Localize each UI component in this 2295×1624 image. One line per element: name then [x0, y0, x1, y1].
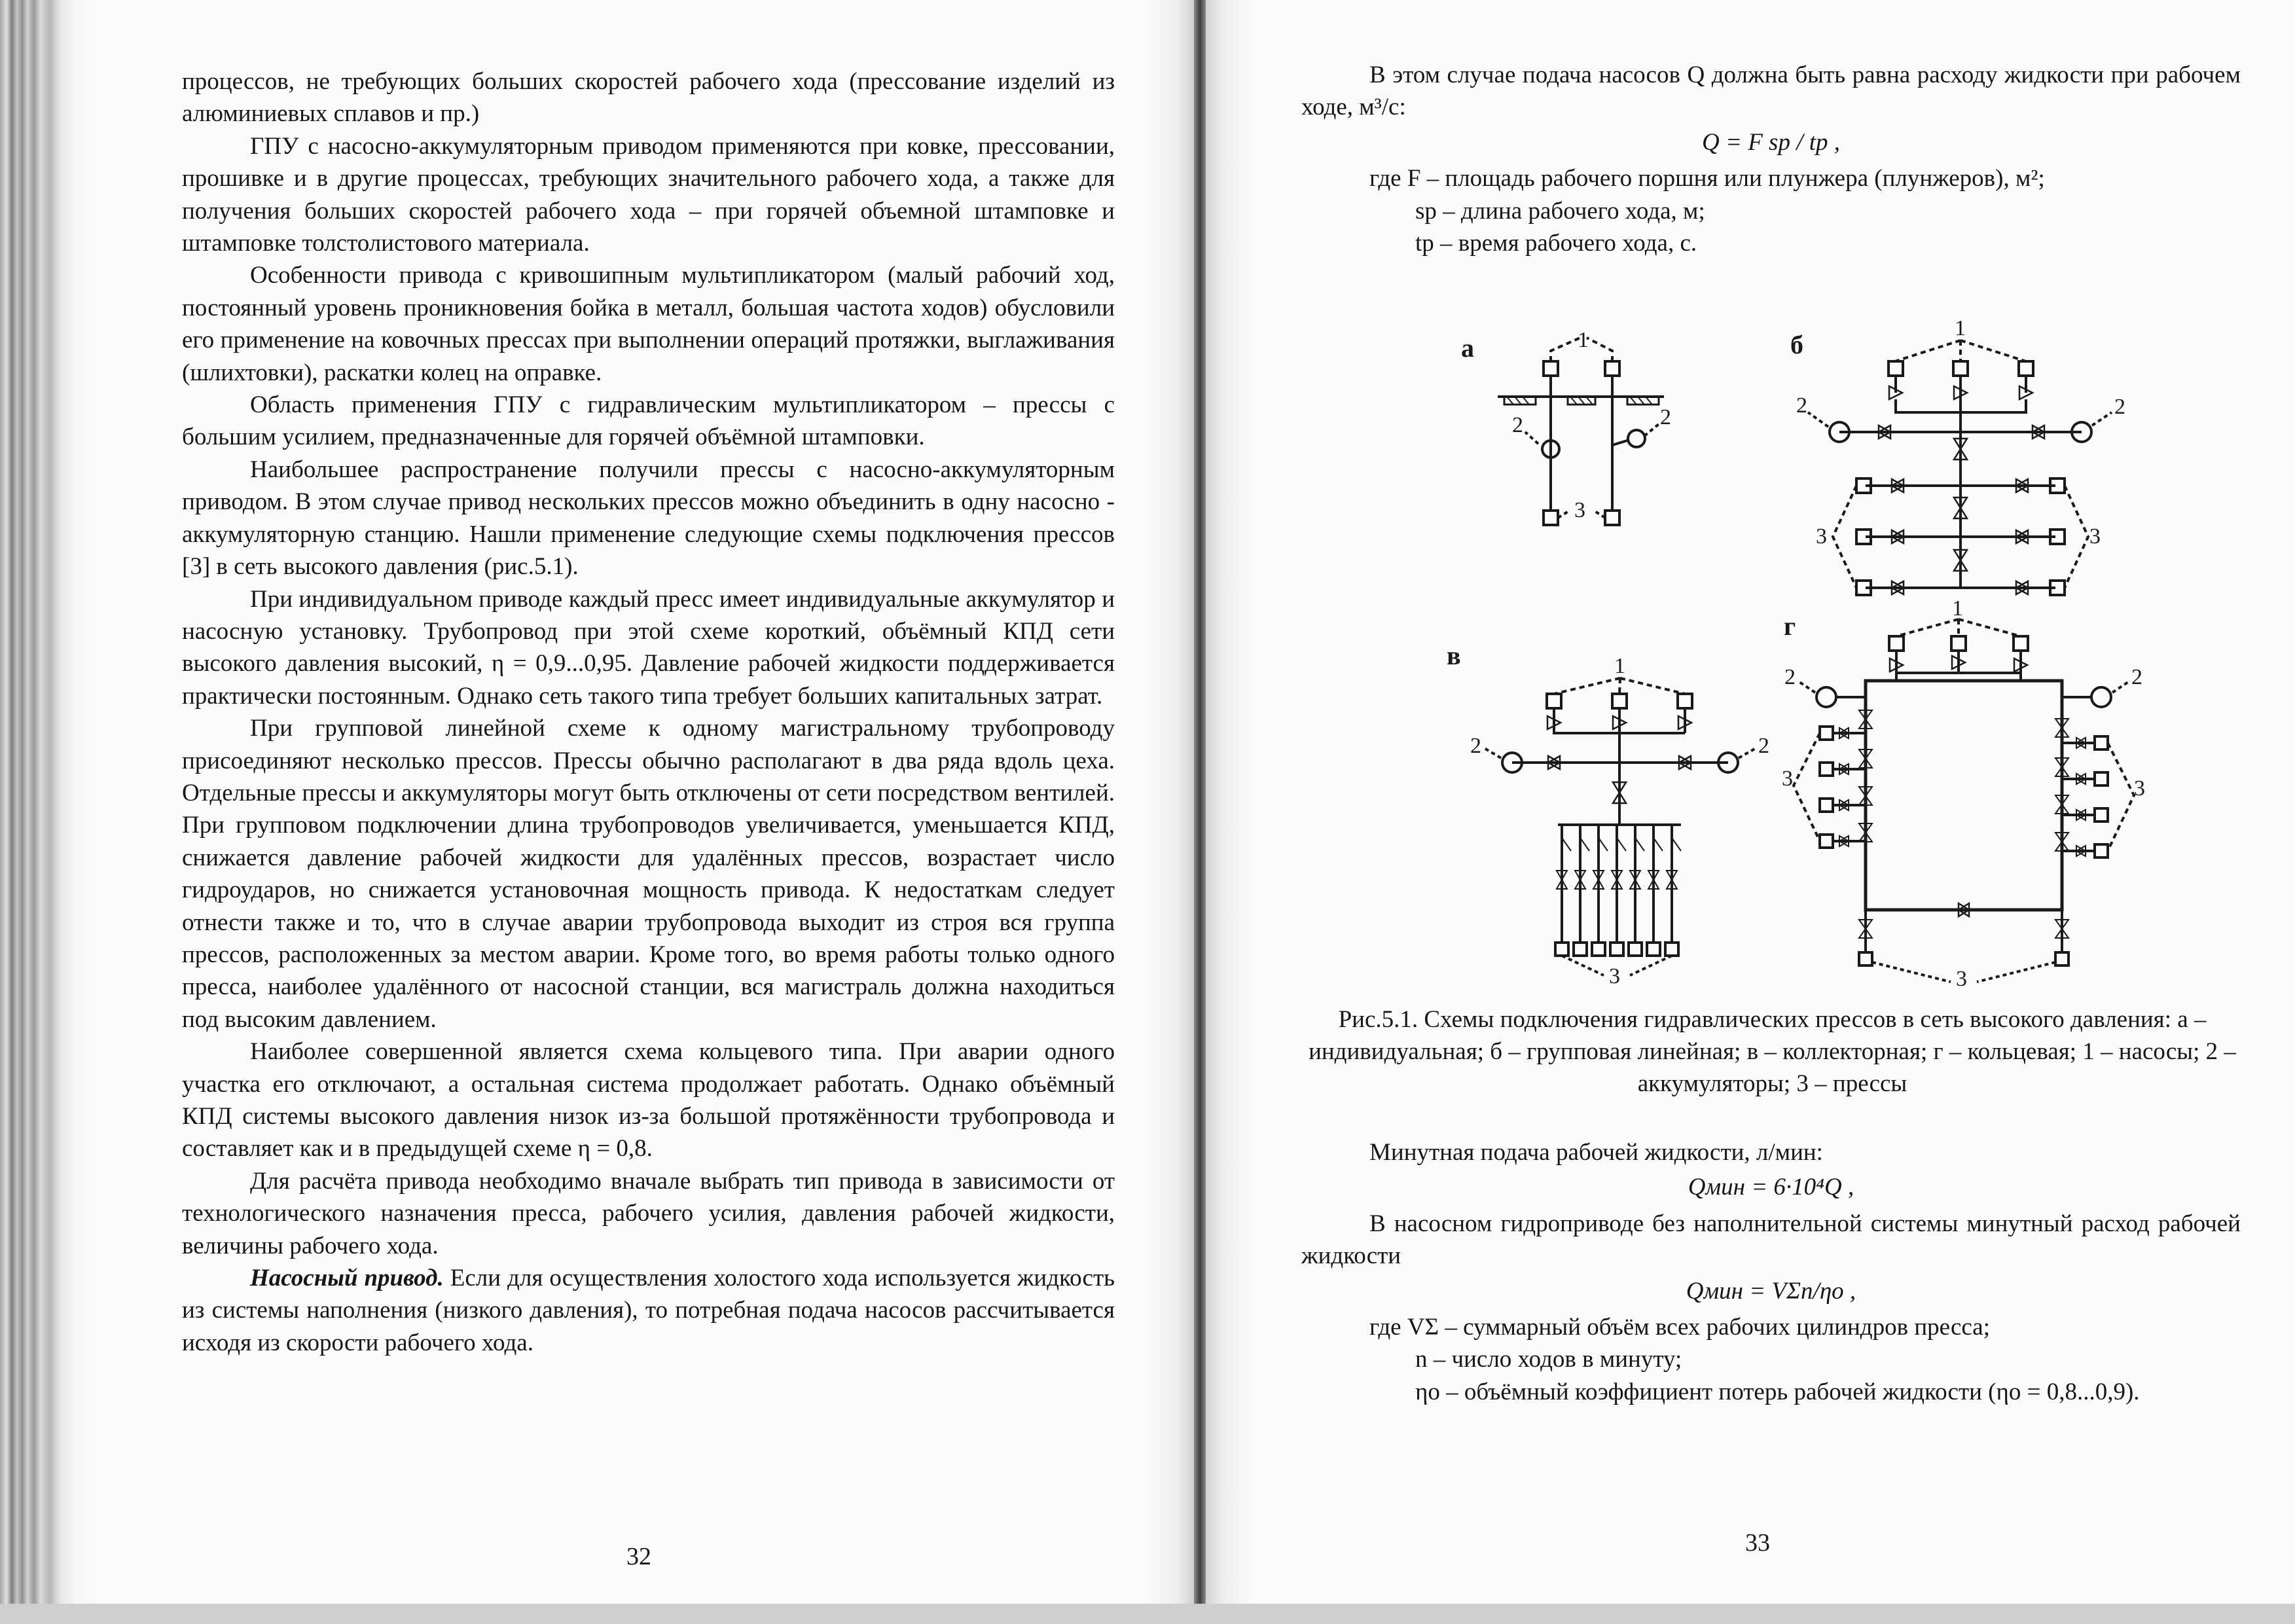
paragraph: ГПУ с насосно-аккумуляторным приводом применяются при ковке, прессовании, прошивке и в другие процессах, требующих значительного рабочего хода, а также для получения больших скоростей рабочего хода – при горячей объемной штамповке и штамповке толстолистового материала. — [182, 132, 1115, 257]
paragraph-intro: В этом случае подача насосов Q должна быть равна расходу жидкости при рабочем ходе, м³/с: — [1301, 62, 2241, 121]
section-text: Если для осуществления холостого хода используется жидкость из системы наполнения (низкого давления), то потребная подача насосов рассчитывается исходя из скорости рабочего хода. — [182, 1265, 1115, 1356]
paragraph: Область применения ГПУ с гидравлическим мультипликатором – прессы с большим усилием, предназначенные для горячей объёмной штамповки. — [182, 391, 1115, 451]
formula-flow-rate: Q = F sp / tp , — [1702, 128, 1840, 156]
paragraph: процессов, не требующих больших скоростей рабочего хода (прессование изделий из алюминиевых сплавов и пр.) — [182, 68, 1115, 128]
book-gutter — [1194, 0, 1206, 1624]
label-accumulators: 2 — [1758, 734, 1769, 758]
page-number-left: 32 — [626, 1543, 651, 1570]
label-presses: 3 — [1609, 964, 1620, 988]
definition-volume: где VΣ – суммарный объём всех рабочих цилиндров пресса; — [1369, 1314, 1990, 1341]
panel-label-b: б — [1790, 330, 1803, 359]
page-stack-edge — [0, 0, 73, 1624]
label-accumulators: 2 — [2131, 665, 2142, 689]
label-pumps: 1 — [1952, 596, 1963, 621]
paragraph-pump-drive — [182, 1262, 1115, 1359]
figure-5-1-svg — [1407, 314, 2160, 988]
paragraph: Наибольшее распространение получили прессы с насосно-аккумуляторным приводом. В этом случае привод нескольких прессов можно объединить в одну насосно - аккумуляторную станцию. Нашли применение следующие схемы подключения прессов [3] в сеть высокого давления (рис.5.1). — [182, 456, 1115, 581]
definition-efficiency: ηо – объёмный коэффициент потерь рабочей жидкости (ηо = 0,8...0,9). — [1415, 1378, 2140, 1405]
figure-caption: Рис.5.1. Схемы подключения гидравлических прессов в сеть высокого давления: а – индивидуальная; б – групповая линейная; в – коллекторная; г – кольцевая; 1 – насосы; 2 – аккумуляторы; 3 – прессы — [1309, 1006, 2236, 1097]
label-presses: 3 — [1956, 967, 1967, 988]
label-accumulators: 2 — [2114, 395, 2125, 419]
formula-minute-flow: Qмин = 6·10⁴Q , — [1688, 1174, 1854, 1201]
label-pumps: 1 — [1578, 328, 1589, 352]
scan-bottom-edge — [0, 1604, 2295, 1624]
definition-stroke-time: tp – время рабочего хода, с. — [1415, 230, 1697, 257]
label-accumulators: 2 — [1512, 413, 1523, 437]
definition-strokes: n – число ходов в минуту; — [1415, 1346, 1682, 1373]
paragraph-minute-flow: Минутная подача рабочей жидкости, л/мин: — [1369, 1139, 1823, 1166]
right-page-bottom-text — [1301, 1136, 2241, 1408]
figure-5-1 — [1407, 314, 2160, 988]
label-accumulators: 2 — [1784, 665, 1796, 689]
definition-area: где F – площадь рабочего поршня или плунжера (плунжеров), м²; — [1369, 165, 2045, 192]
paragraph: Для расчёта привода необходимо вначале выбрать тип привода в зависимости от технологического назначения пресса, рабочего усилия, давления рабочей жидкости, величины рабочего хода. — [182, 1167, 1115, 1259]
page-number-right: 33 — [1745, 1529, 1770, 1557]
panel-label-v: в — [1447, 641, 1461, 670]
label-accumulators: 2 — [1796, 393, 1807, 418]
definition-stroke-length: sp – длина рабочего хода, м; — [1415, 197, 1705, 225]
label-presses: 3 — [2089, 524, 2101, 549]
left-page-text — [182, 65, 1115, 1359]
label-pumps: 1 — [1614, 654, 1625, 678]
paragraph: При групповой линейной схеме к одному магистральному трубопроводу присоединяют несколько прессов. Прессы обычно располагают в два ряда вдоль цеха. Отдельные прессы и аккумуляторы могут быть отключены от сети посредством вентилей. При групповом подключении длина трубопроводов увеличивается, уменьшается КПД, снижается давление рабочей жидкости для удалённых прессов, возрастает число гидроударов, но снижается установочная мощность привода. К недостаткам следует отнести также и то, что в случае аварии трубопровода выходит из строя вся группа прессов, расположенных за местом аварии. Кроме того, во время работы только одного пресса, наиболее удалённого от насосной станции, вся магистраль должна находиться под высоким давлением. — [182, 715, 1115, 1033]
label-accumulators: 2 — [1660, 405, 1671, 429]
panel-label-g: г — [1784, 611, 1796, 641]
label-presses: 3 — [2134, 776, 2145, 801]
label-accumulators: 2 — [1470, 734, 1481, 758]
panel-label-a: а — [1461, 333, 1474, 363]
paragraph: Особенности привода с кривошипным мультипликатором (малый рабочий ход, постоянный уровень проникновения бойка в металл, большая частота ходов) обусловили его применение на ковочных прессах при выполнении операций протяжки, выглаживания (шлихтовки), раскатки колец на оправке. — [182, 262, 1115, 386]
label-presses: 3 — [1816, 524, 1827, 549]
right-page-top-text — [1301, 59, 2241, 259]
label-presses: 3 — [1782, 767, 1793, 791]
formula-minute-consumption: Qмин = VΣn/ηо , — [1686, 1277, 1856, 1305]
paragraph: Наиболее совершенной является схема кольцевого типа. При аварии одного участка его отключают, а остальная система продолжает работать. Однако объёмный КПД системы высокого давления низок из-за большой протяжённости трубопровода и составляет как и в предыдущей схеме η = 0,8. — [182, 1038, 1115, 1163]
label-presses: 3 — [1574, 498, 1585, 522]
paragraph-pump-drive-flow: В насосном гидроприводе без наполнительной системы минутный расход рабочей жидкости — [1301, 1210, 2241, 1270]
paragraph: При индивидуальном приводе каждый пресс имеет индивидуальные аккумулятор и насосную установку. Трубопровод при этой схеме короткий, объёмный КПД сети высокого давления высокий, η = 0,9...0,95. Давление рабочей жидкости поддерживается практически постоянным. Однако сеть такого типа требует больших капитальных затрат. — [182, 585, 1115, 710]
section-lead: Насосный привод. — [250, 1265, 444, 1292]
label-pumps: 1 — [1955, 316, 1966, 340]
